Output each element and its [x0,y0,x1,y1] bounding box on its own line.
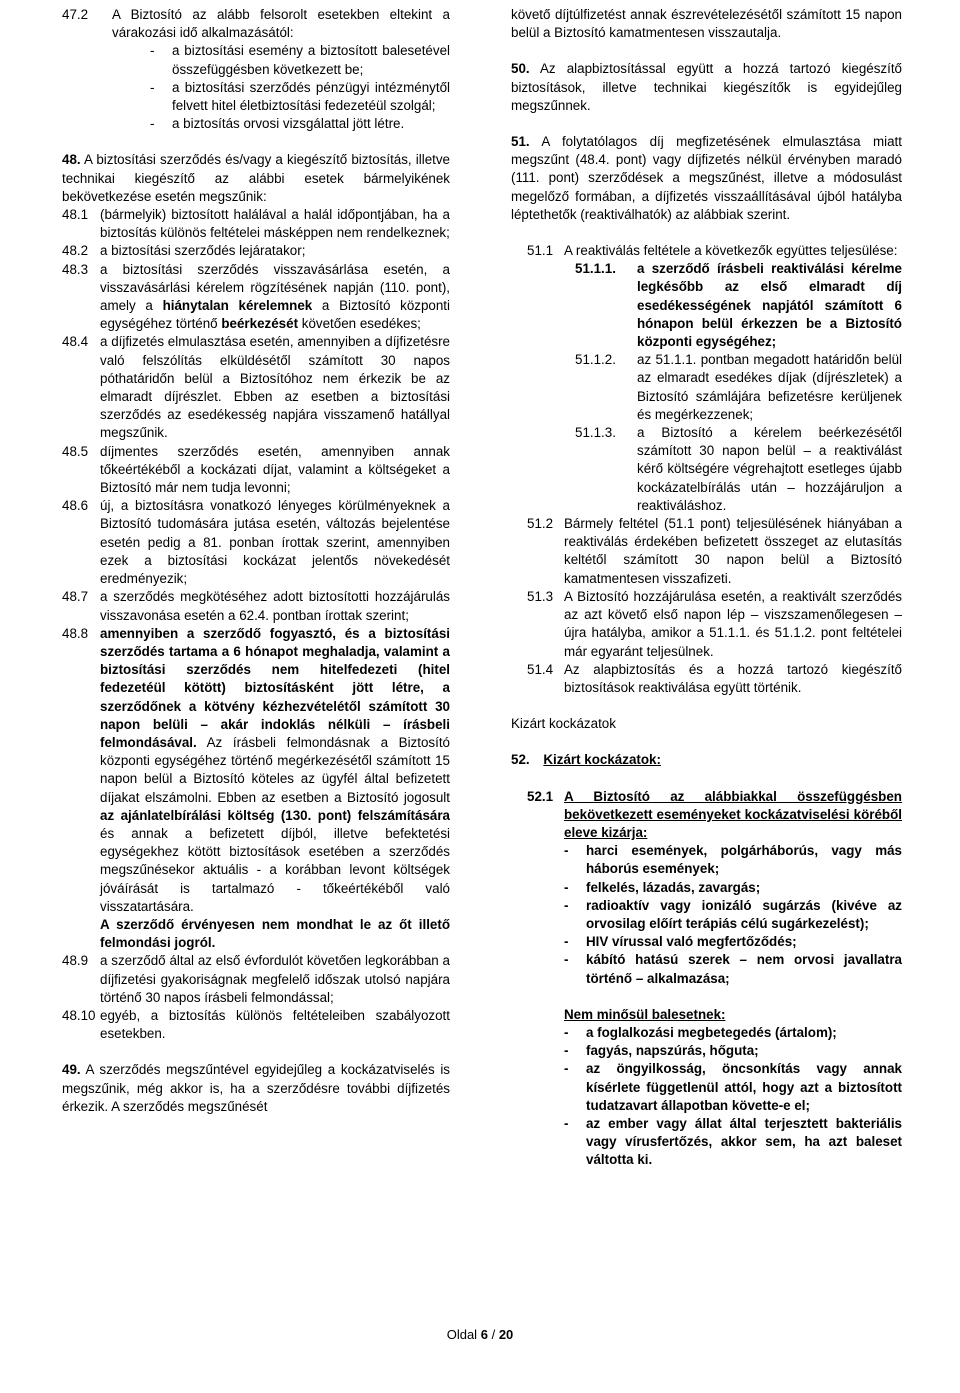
section-number: 52. [511,752,530,768]
section-number: 48. [62,152,81,168]
section-48-9 [62,952,450,1007]
section-text: A Biztosító az alábbiakkal összefüggésben bekövetkezett eseményeket kockázatviselési köréből eleve kizárja: [564,788,902,840]
page-label: Oldal [446,1327,478,1342]
section-51-1-1 [575,260,902,351]
section-text: díjmentes szerződés esetén, amennyiben annak tőkeértékéből a kockázati díjat, valamint a költségeket a Biztosító már nem tudja levonni; [100,443,450,496]
section-number: 51.1 [527,243,554,259]
left-column [62,6,450,1116]
section-text: A folytatólagos díj megfizetésének elmulasztása miatt megszűnt (48.4. pont) vagy díjfizetés nélkül érvényben maradó (111. pont) szerződések a megszűnést, illetve a módosulást megelőző formában, a díjfizetés visszaállításával újból hatályba léptethetők (reaktiválhatók) az alábbiak szerint. [511,134,902,222]
section-number: 51.1.2. [575,352,616,368]
page-current: 6 [480,1327,488,1342]
section-number: 47.2 [62,7,89,22]
continuation-text: követő díjtúlfizetést annak észrevételezésétől számított 15 napon belül a Biztosító kamatmentesen visszautalja. [511,7,902,41]
section-text: a szerződés megkötéséhez adott biztosítotti hozzájárulás visszavonása esetén a 62.4. pontban írottak szerint; [100,589,450,623]
section-text: a díjfizetés elmulasztása esetén, amennyiben a díjfizetésre való felszólítás elküldésétől számított 30 napos póthatáridőn belül a Biztosítóhoz nem érkezik be az elmaradt díjrészlet. Ebben az esetben a biztosítási szerződés az esedékesség napjára visszamenő hatállyal megszűnik. [100,334,450,441]
text-run: a Biztosító központi egységéhez történő [100,298,450,332]
section-number: 51.4 [527,661,554,677]
section-text: a Biztosító a kérelem beérkezésétől számított 30 napon belül – a reaktiválást kérő költségére végrehajtott esetleges újabb kockázatelbírálás után – hozzájáruljon a reaktiváláshoz. [637,425,902,513]
text-run: követően esedékes; [298,316,421,332]
section-48 [62,151,450,206]
bold-run: amennyiben a szerződő fogyasztó, és a biztosítási szerződés tartama a 6 hónapot meghaladja, valamint a biztosítási szerződés nem hitelfedezeti (hitel fedezetéül kötött) biztosításként jött létre, a szerződőnek a kötvény kézhezvételétől számított 30 napon belüli – akár indoklás nélküli – írásbeli felmondásával. [100,625,450,750]
section-48-2 [62,242,450,260]
list-item: - fagyás, napszúrás, hőguta; [564,1042,902,1060]
bold-run: az ajánlatelbírálási költség (130. pont) felszámítására [100,807,450,823]
section-text: a szerződő írásbeli reaktiválási kérelme legkésőbb az első elmaradt díj esedékességének napjától számított 6 hónapon belül érkezzen be a Biztosító központi egységéhez; [637,261,902,350]
section-51-3 [527,588,902,661]
section-number: 48.10 [62,1007,96,1023]
section-text: az 51.1.1. pontban megadott határidőn belül az elmaradt esedékes díjak (díjrészletek) a Biztosító számlájára befizetésre kerüljenek és megérkezzenek; [637,352,902,422]
section-text [62,261,450,334]
list-item: - harci események, polgárháborús, vagy más háborús események; [564,842,902,878]
section-text: Az alapbiztosítás és a hozzá tartozó kiegészítő biztosítások reaktiválása együtt történik. [564,661,902,695]
section-heading: Kizárt kockázatok [511,716,616,732]
section-text: (bármelyik) biztosított halálával a halál időpontjában, ha a biztosítás különös feltételei másképpen nem rendelkeznek; [100,207,450,241]
bold-run: hiánytalan kérelemnek [162,298,313,314]
text-run: Az írásbeli felmondásnak a Biztosító központi egységéhez történő megérkezésétől számított 15 napon belül a Biztosító köteles az ügyfél által befizetett díjakat elszámolni. Ebben az esetben a Biztosító jogosult [100,734,450,805]
section-number: 51. [511,134,530,150]
section-text: A Biztosító hozzájárulása esetén, a reaktivált szerződés az azt követő első napon lép – viszszamenőlegesen – újra hatályba, amikor a 51.1.1. és 51.1.2. pont feltételei már egyaránt teljesülnek. [564,588,902,659]
section-text: a biztosítási szerződés lejáratakor; [100,243,306,259]
list-item: - radioaktív vagy ionizáló sugárzás (kivéve az orvosilag előírt terápiás célú sugárkezelést); [564,897,902,933]
section-51 [511,133,902,224]
section-text: a szerződő által az első évfordulót követően legkorábban a díjfizetési gyakoriságnak megfelelő időszak utolsó napjára történő 30 napos írásbeli felmondással; [100,953,450,1005]
section-text: új, a biztosításra vonatkozó lényeges körülményeknek a Biztosító tudomására jutása esetén, változás bejelentése esetén pedig a 81. ponban írottak szerint, amennyiben ezek a biztosítási kockázat jelentős növekedését eredményezik; [100,498,450,587]
section-number: 48.1 [62,207,89,223]
section-51-1 [527,242,902,260]
list-item: - kábító hatású szerek – nem orvosi javallatra történő – alkalmazása; [564,951,902,987]
right-column [511,6,902,1170]
section-48-8 [62,625,450,953]
section-text: A reaktiválás feltétele a következők együttes teljesülése: [564,243,898,259]
list-item: - a foglalkozási megbetegedés (ártalom); [564,1024,902,1042]
section-text [100,625,450,916]
section-number: 48.9 [62,953,89,969]
page-footer [0,1326,960,1344]
section-48-4 [62,333,450,442]
section-number: 51.1.1. [575,261,616,277]
section-number: 51.3 [527,588,554,604]
section-51-4 [527,661,902,697]
section-48-3 [62,261,450,334]
section-number: 50. [511,61,530,77]
list-item: - a biztosítási szerződés pénzügyi intézménytől felvett hitel életbiztosítási fedezetéül szolgál; [150,79,450,115]
page-separator: / [491,1327,496,1342]
section-number: 48.6 [62,498,89,514]
section-number: 48.5 [62,443,89,459]
list-item: - az öngyilkosság, öncsonkítás vagy annak kísérlete függetlenül attól, hogy azt a biztosított tudatzavart állapotban követte-e el; [564,1060,902,1115]
section-48-7 [62,588,450,624]
section-48-5 [62,443,450,498]
section-number: 48.8 [62,625,89,641]
list-item: - a biztosítási esemény a biztosított balesetével összefüggésben következett be; [150,42,450,78]
text-run: a biztosítási szerződés visszavásárlása esetén, a visszavásárlási kérelem rögzítésének napján (110. pont), amely a [100,261,450,314]
section-text: Az alapbiztosítással együtt a hozzá tartozó kiegészítő biztosítások, illetve technikai kiegészítők is egyidejűleg megszűnnek. [511,61,902,113]
section-51-2 [527,515,902,588]
list-item: - az ember vagy állat által terjesztett bakteriális vagy vírusfertőzés, akkor sem, ha azt baleset váltotta ki. [564,1115,902,1170]
section-number: 52.1 [527,788,554,804]
list-item: - a biztosítás orvosi vizsgálattal jött létre. [150,115,450,133]
section-number: 51.2 [527,516,554,532]
bold-run: beérkezését [221,316,299,332]
section-number: 48.7 [62,589,89,605]
bold-paragraph: A szerződő érvényesen nem mondhat le az őt illető felmondási jogról. [100,916,450,951]
section-number: 51.1.3. [575,425,616,441]
section-number: 49. [62,1062,81,1078]
list-item: - felkelés, lázadás, zavargás; [564,879,902,897]
page-total: 20 [498,1327,514,1342]
section-48-10 [62,1007,450,1043]
section-intro: A Biztosító az alább felsorolt esetekben eltekint a várakozási idő alkalmazásától: [112,7,450,41]
section-51-1-2 [575,351,902,424]
section-47-2 [62,6,450,133]
list-item: - HIV vírussal való megfertőződés; [564,933,902,951]
section-48-1 [62,206,450,242]
section-number: 48.2 [62,243,89,259]
section-50 [511,60,902,115]
subsection-title: Nem minősül balesetnek: [564,1006,726,1022]
section-number: 48.4 [62,334,89,350]
section-49 [62,1061,450,1116]
section-number: 48.3 [62,261,89,277]
section-text: egyéb, a biztosítás különös feltételeiben szabályozott esetekben. [100,1007,450,1042]
section-title: Kizárt kockázatok: [543,752,661,768]
section-text: A szerződés megszűntével egyidejűleg a kockázatviselés is megszűnik, még akkor is, ha a szerződésre további díjfizetés érkezik. A szerződés megszűnését [62,1062,450,1114]
section-text: Bármely feltétel (51.1 pont) teljesülésének hiányában a reaktiválás érdekében befizetett összeget az elutasítás keltétől számított 30 napon belül a Biztosító kamatmentesen visszafizeti. [564,516,902,586]
section-48-6 [62,497,450,588]
section-52 [511,751,902,769]
section-52-1 [527,788,902,1170]
section-51-1-3 [575,424,902,515]
text-run: és annak a befizetett díjból, illetve befektetési egységekhez kötött biztosítások esetében a szerződés megszűnésekor aktuális - a korábban levont költségek jóváírását is tartalmazó - tőkeértékéből való visszatartására. [100,825,450,914]
section-text: A biztosítási szerződés és/vagy a kiegészítő biztosítás, illetve technikai kiegészítő az alábbi esetek bármelyikének bekövetkezése esetén megszűnik: [62,152,450,204]
